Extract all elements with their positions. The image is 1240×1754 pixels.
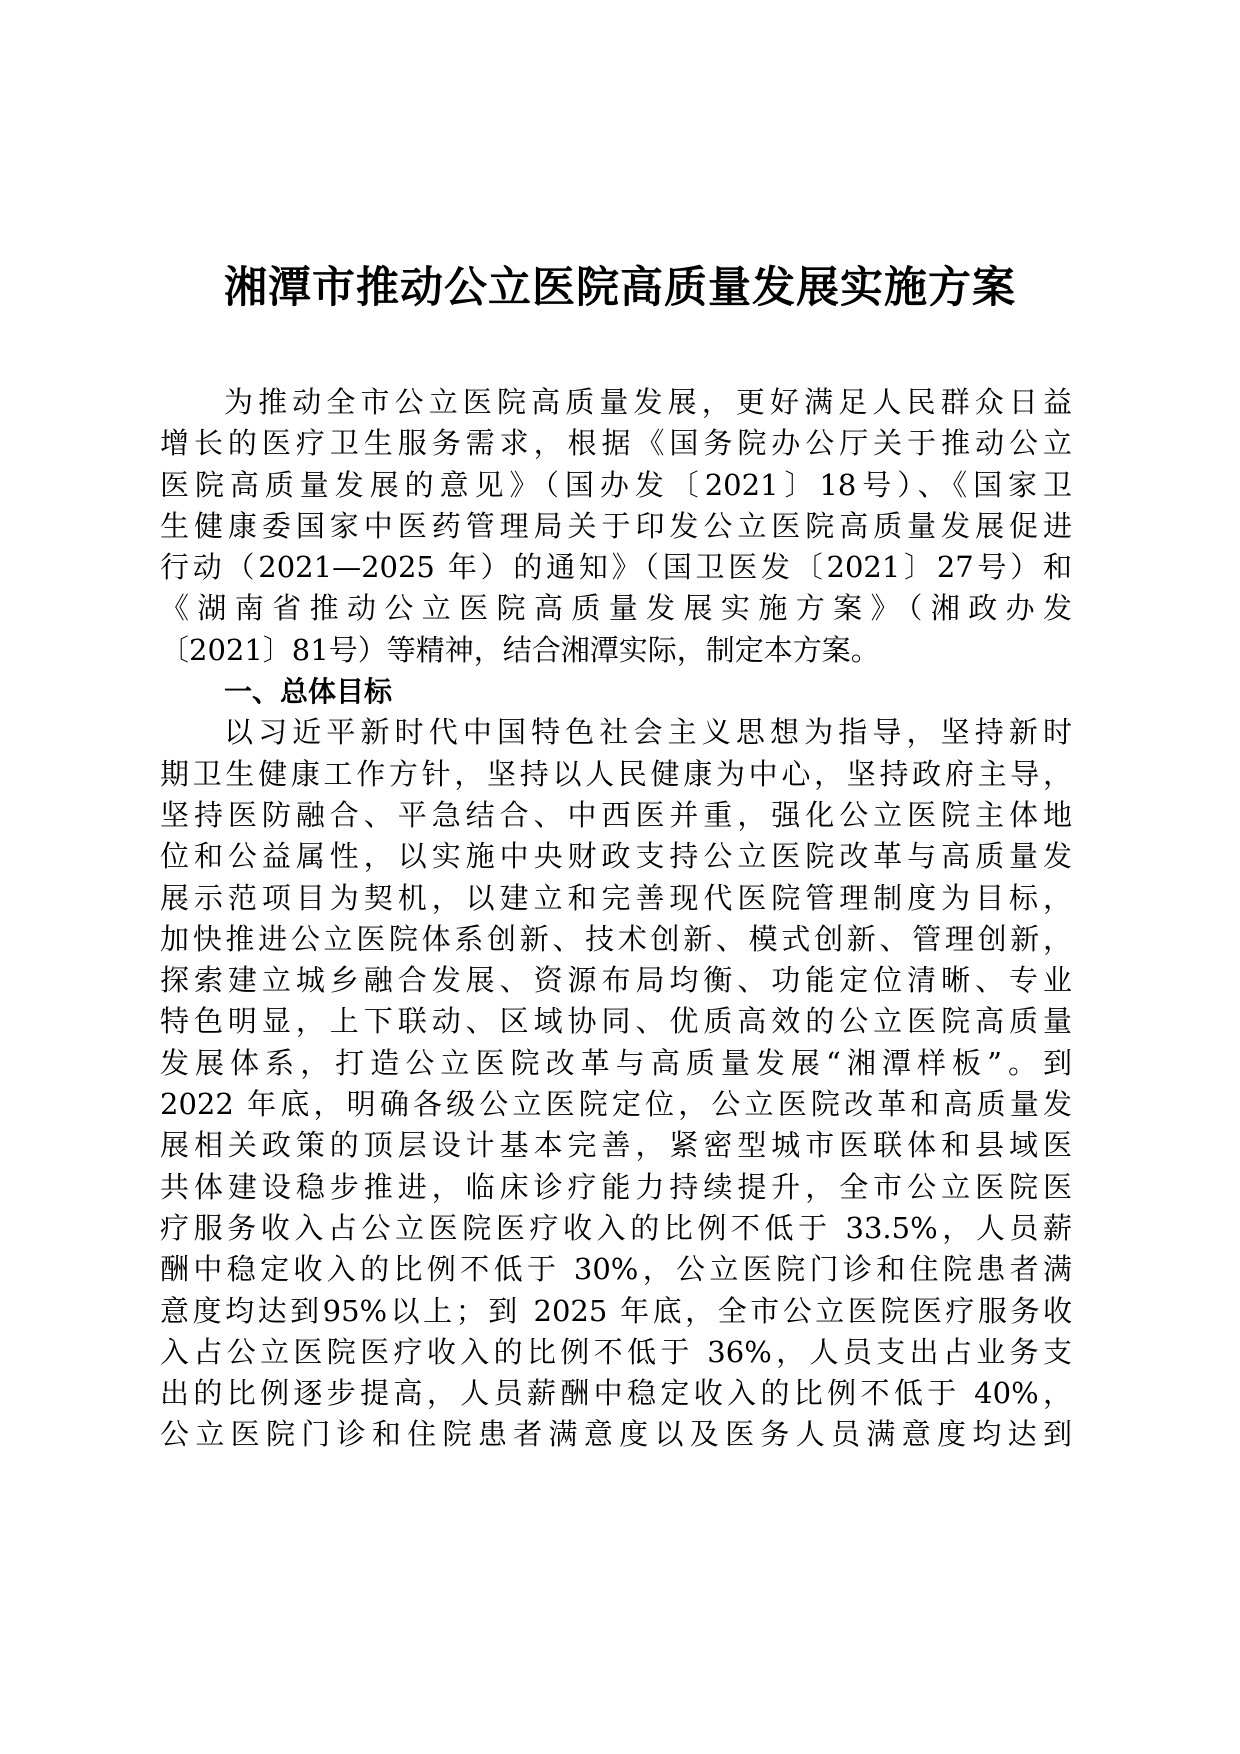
document-body (160, 382, 1072, 1456)
paragraph-line: 位和公益属性，以实施中央财政支持公立医院改革与高质量发 (160, 839, 1072, 874)
paragraph-line: 疗服务收入占公立医院医疗收入的比例不低于 33.5%，人员薪 (160, 1210, 1072, 1245)
intro-line: 生健康委国家中医药管理局关于印发公立医院高质量发展促进 (160, 508, 1072, 543)
paragraph-line: 特色明显，上下联动、区域协同、优质高效的公立医院高质量 (160, 1004, 1072, 1039)
paragraph-line: 出的比例逐步提高，人员薪酬中稳定收入的比例不低于 40%， (160, 1376, 1072, 1411)
intro-line: 《湖南省推动公立医院高质量发展实施方案》（湘政办发 (160, 591, 1072, 626)
paragraph-line: 酬中稳定收入的比例不低于 30%，公立医院门诊和住院患者满 (160, 1252, 1072, 1287)
document-title: 湘潭市推动公立医院高质量发展实施方案 (224, 263, 1016, 313)
paragraph-line: 意度均达到95%以上；到 2025 年底，全市公立医院医疗服务收 (160, 1293, 1072, 1328)
paragraph-line: 加快推进公立医院体系创新、技术创新、模式创新、管理创新， (160, 921, 1072, 956)
intro-paragraph (160, 382, 1072, 671)
paragraph-line: 坚持医防融合、平急结合、中西医并重，强化公立医院主体地 (160, 797, 1072, 832)
paragraph-line: 展示范项目为契机，以建立和完善现代医院管理制度为目标， (160, 880, 1072, 915)
paragraph-line: 共体建设稳步推进，临床诊疗能力持续提升，全市公立医院医 (160, 1169, 1072, 1204)
paragraph-line: 2022 年底，明确各级公立医院定位，公立医院改革和高质量发 (160, 1087, 1072, 1122)
paragraph-line: 以习近平新时代中国特色社会主义思想为指导，坚持新时 (224, 715, 1072, 750)
section1-paragraph (160, 712, 1072, 1455)
intro-line: 行动（2021—2025 年）的通知》（国卫医发〔2021〕27号）和 (160, 550, 1072, 585)
paragraph-line: 入占公立医院医疗收入的比例不低于 36%，人员支出占业务支 (160, 1334, 1072, 1369)
paragraph-line: 公立医院门诊和住院患者满意度以及医务人员满意度均达到 (160, 1417, 1072, 1452)
paragraph-line: 探索建立城乡融合发展、资源布局均衡、功能定位清晰、专业 (160, 963, 1072, 998)
intro-line: 〔2021〕81号）等精神，结合湘潭实际，制定本方案。 (160, 632, 880, 667)
paragraph-line: 展相关政策的顶层设计基本完善，紧密型城市医联体和县域医 (160, 1128, 1072, 1163)
intro-line: 为推动全市公立医院高质量发展，更好满足人民群众日益 (224, 385, 1072, 419)
section-heading: 一、总体目标 (224, 675, 393, 709)
paragraph-line: 发展体系，打造公立医院改革与高质量发展“湘潭样板”。到 (160, 1045, 1072, 1080)
intro-line: 医院高质量发展的意见》（国办发〔2021〕18号）、《国家卫 (160, 467, 1072, 502)
intro-line: 增长的医疗卫生服务需求，根据《国务院办公厅关于推动公立 (160, 426, 1072, 461)
paragraph-line: 期卫生健康工作方针，坚持以人民健康为中心，坚持政府主导， (160, 756, 1072, 791)
